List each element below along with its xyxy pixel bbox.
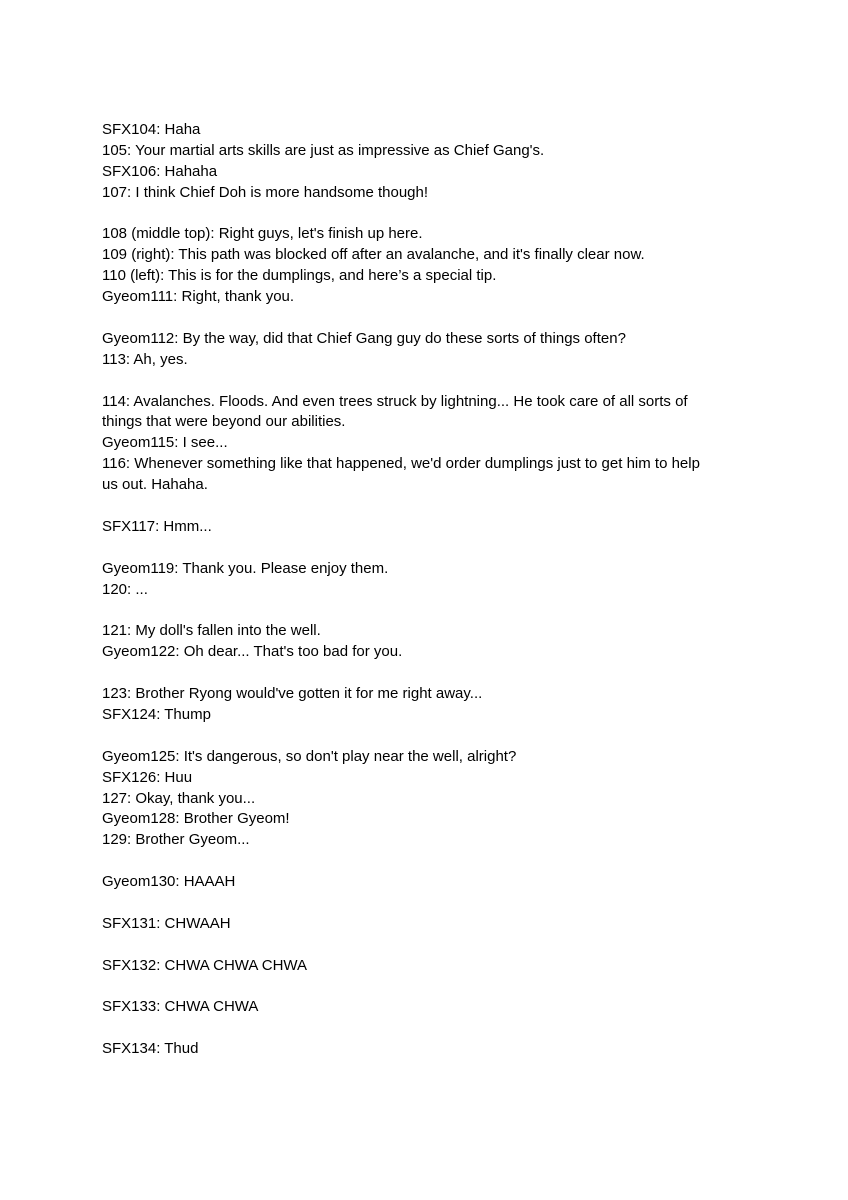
text-line: 105: Your martial arts skills are just as impressive as Chief Gang's. (102, 141, 545, 159)
text-line: SFX134: Thud (102, 1040, 199, 1058)
blank-line (102, 204, 782, 225)
text-line: Gyeom122: Oh dear... That's too bad for you. (102, 643, 403, 661)
text-line: 127: Okay, thank you... (102, 789, 256, 807)
blank-line (102, 663, 782, 684)
text-line: 108 (middle top): Right guys, let's finish up here. (102, 225, 423, 243)
text-line: Gyeom112: By the way, did that Chief Gang guy do these sorts of things often? (102, 329, 626, 347)
text-line: Gyeom125: It's dangerous, so don't play near the well, alright? (102, 747, 517, 765)
text-line: SFX124: Thump (102, 705, 211, 723)
text-line: 129: Brother Gyeom... (102, 831, 250, 849)
text-line: 110 (left): This is for the dumplings, and here’s a special tip. (102, 267, 497, 285)
blank-line (102, 308, 782, 329)
text-line: Gyeom115: I see... (102, 434, 228, 452)
text-line: SFX132: CHWA CHWA CHWA (102, 956, 308, 974)
text-line: SFX104: Haha (102, 121, 201, 138)
blank-line (102, 371, 782, 392)
text-line: 120: ... (102, 580, 148, 598)
text-line: SFX106: Hahaha (102, 162, 218, 180)
text-line: Gyeom119: Thank you. Please enjoy them. (102, 559, 389, 577)
text-line: 114: Avalanches. Floods. And even trees struck by lightning... He took care of all sorts of (102, 392, 688, 410)
blank-line (102, 1018, 782, 1039)
text-line: SFX126: Huu (102, 768, 193, 786)
text-line: SFX133: CHWA CHWA (102, 998, 259, 1016)
blank-line (102, 851, 782, 872)
blank-line (102, 935, 782, 956)
text-line: 109 (right): This path was blocked off after an avalanche, and it's finally clear now. (102, 246, 645, 264)
text-line: 123: Brother Ryong would've gotten it for me right away... (102, 685, 483, 703)
text-line: 113: Ah, yes. (102, 350, 188, 368)
text-line: Gyeom130: HAAAH (102, 873, 236, 891)
text-line: Gyeom111: Right, thank you. (102, 288, 295, 306)
document-text (102, 120, 782, 1060)
blank-line (102, 538, 782, 559)
text-line: 121: My doll's fallen into the well. (102, 622, 321, 640)
blank-line (102, 726, 782, 747)
text-line: things that were beyond our abilities. (102, 413, 346, 431)
text-line: SFX117: Hmm... (102, 517, 212, 535)
blank-line (102, 496, 782, 517)
text-line: 116: Whenever something like that happened, we'd order dumplings just to get him to help (102, 455, 700, 473)
blank-line (102, 600, 782, 621)
text-line: SFX131: CHWAAH (102, 914, 231, 932)
blank-line (102, 977, 782, 998)
text-line: us out. Hahaha. (102, 476, 208, 494)
text-line: Gyeom128: Brother Gyeom! (102, 810, 290, 828)
text-line: 107: I think Chief Doh is more handsome though! (102, 183, 429, 201)
blank-line (102, 893, 782, 914)
